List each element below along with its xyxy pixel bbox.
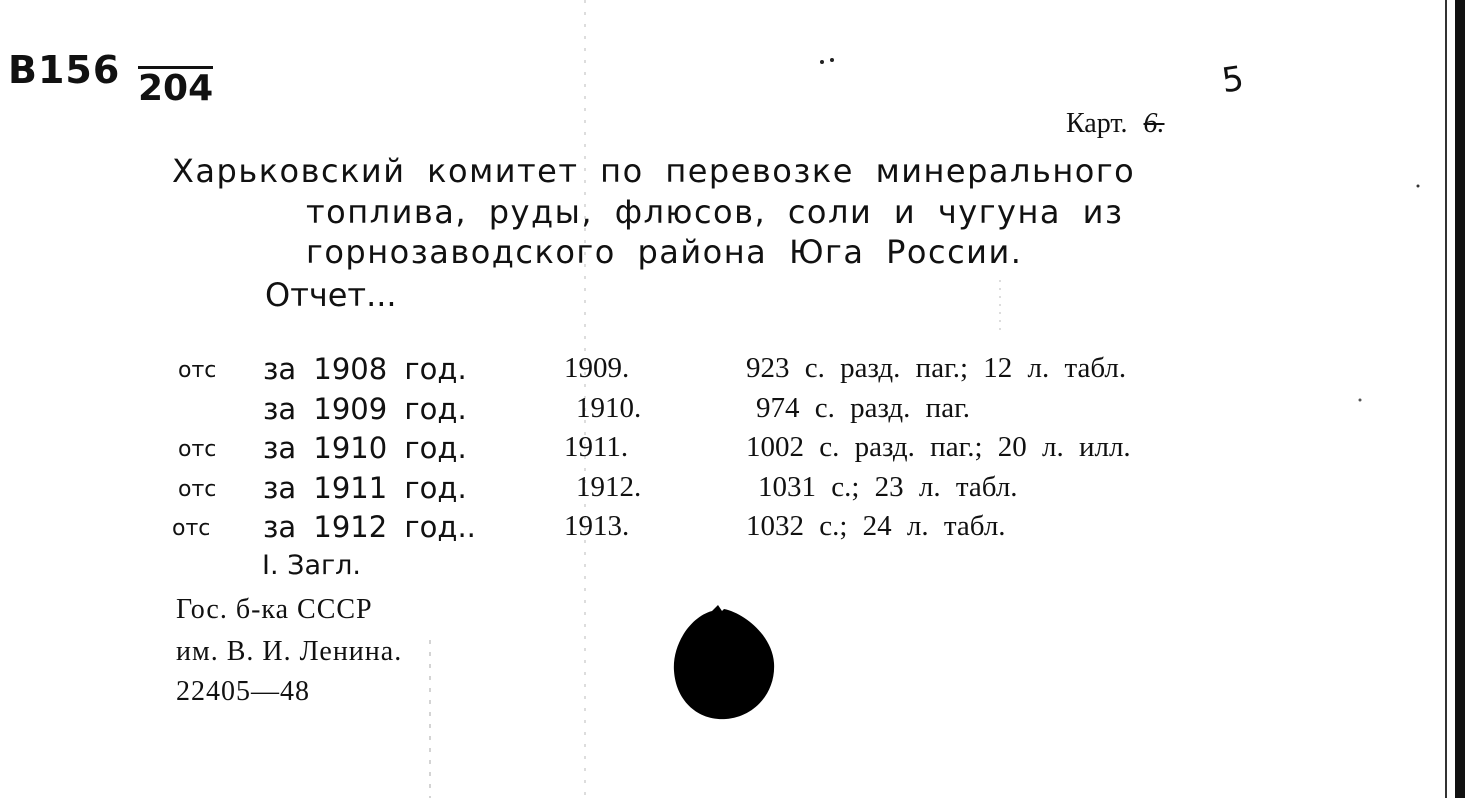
entry-row <box>0 392 1465 432</box>
entry-mark: отс <box>172 516 211 541</box>
entry-year: 1912. <box>576 471 642 503</box>
card-label-text: Карт. <box>1066 108 1128 139</box>
entry-pages: 1031 с.; 23 л. табл. <box>758 471 1018 503</box>
page-mark: 5 <box>1219 58 1247 102</box>
entry-year: 1909. <box>564 352 630 384</box>
card-label-number: 6. <box>1143 108 1165 139</box>
card-label <box>1066 108 1165 140</box>
entry-pages: 1002 с. разд. паг.; 20 л. илл. <box>746 431 1131 463</box>
entry-row <box>0 471 1465 511</box>
entry-row <box>0 510 1465 550</box>
library-name: Гос. б-ка СССР <box>176 594 373 625</box>
entry-mark: отс <box>178 358 217 383</box>
entry-row <box>0 431 1465 471</box>
entry-row <box>0 352 1465 392</box>
entry-period: за 1909 год. <box>263 392 467 426</box>
punch-hole <box>672 605 776 723</box>
library-dedication: им. В. И. Ленина. <box>176 636 403 667</box>
entry-period: за 1910 год. <box>263 431 467 465</box>
subtitle: Отчет... <box>265 276 397 314</box>
title-line-1: Харьковский комитет по перевозке минерального <box>172 152 1136 190</box>
entry-pages: 1032 с.; 24 л. табл. <box>746 510 1006 542</box>
shelfmark-code: B156 <box>8 48 121 92</box>
title-line-3: горнозаводского района Юга России. <box>306 233 1023 271</box>
entry-year: 1910. <box>576 392 642 424</box>
entry-mark: отс <box>178 437 217 462</box>
entry-pages: 923 с. разд. паг.; 12 л. табл. <box>746 352 1127 384</box>
heading-reference: I. Загл. <box>262 550 362 581</box>
entry-year: 1911. <box>564 431 629 463</box>
entry-period: за 1911 год. <box>263 471 467 505</box>
entry-period: за 1908 год. <box>263 352 467 386</box>
entry-year: 1913. <box>564 510 630 542</box>
title-line-2: топлива, руды, флюсов, соли и чугуна из <box>306 193 1124 231</box>
entry-period: за 1912 год.. <box>263 510 476 544</box>
entry-pages: 974 с. разд. паг. <box>756 392 970 424</box>
library-accession-number: 22405—48 <box>176 676 310 707</box>
entry-mark: отс <box>178 477 217 502</box>
shelfmark-number: 204 <box>138 68 214 109</box>
